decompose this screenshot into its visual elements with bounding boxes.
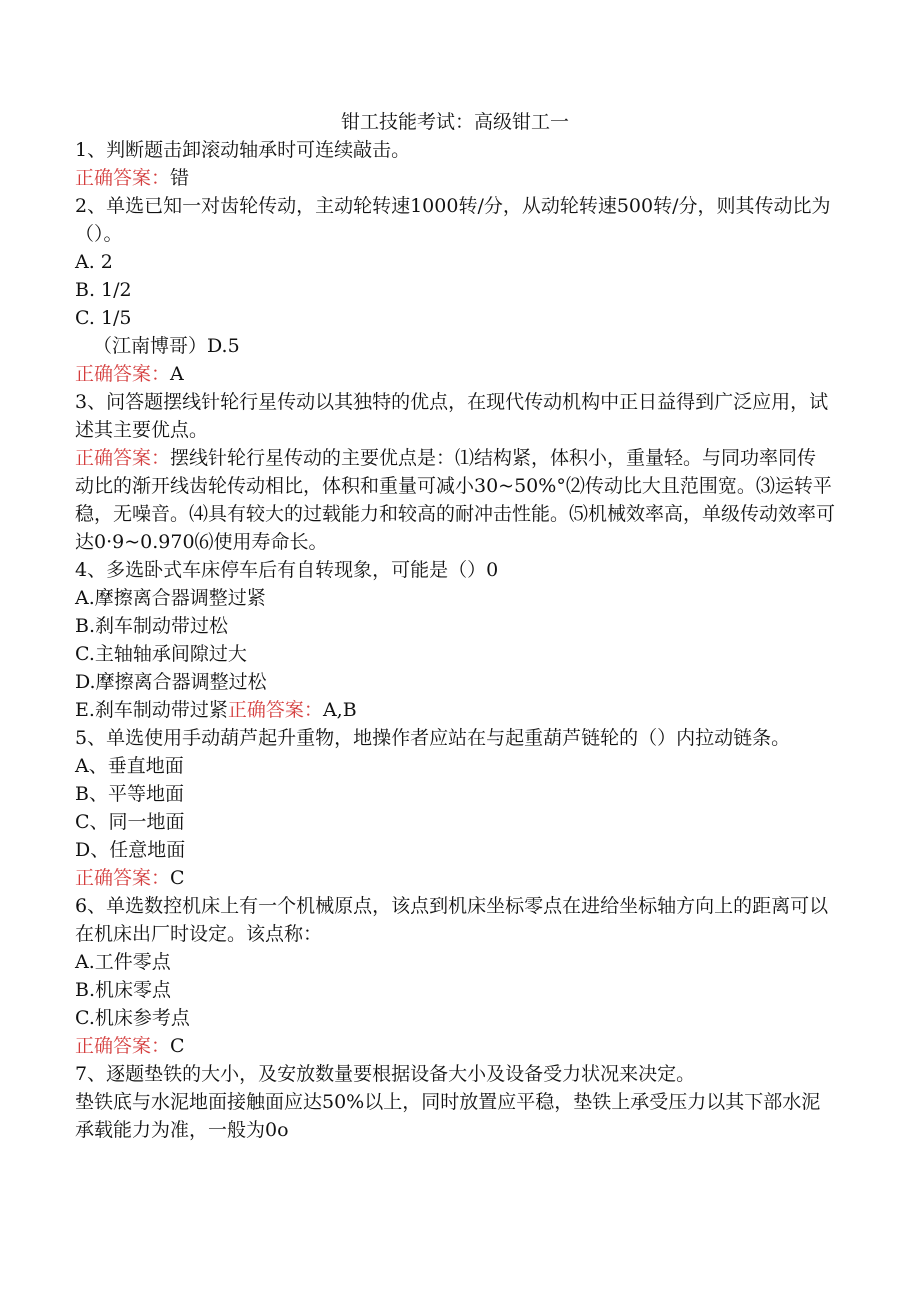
answer-5 bbox=[75, 864, 835, 892]
q4-option-a: A.摩擦离合器调整过紧 bbox=[75, 587, 266, 609]
document-page bbox=[75, 108, 835, 1144]
answer-label: 正确答案： bbox=[75, 447, 171, 469]
q2-option-a: A. 2 bbox=[75, 251, 113, 273]
answer-5-value: C bbox=[170, 867, 185, 889]
q5-option-a: A、垂直地面 bbox=[75, 755, 184, 777]
q6-option-a: A.工件零点 bbox=[75, 951, 171, 973]
q6-option-b: B.机床零点 bbox=[75, 979, 172, 1001]
answer-1 bbox=[75, 164, 835, 192]
answer-3-value: 摆线针轮行星传动的主要优点是：⑴结构紧，体积小，重量轻。与同功率同传动比的渐开线齿轮传动相比，体积和重量可减小30~50%°⑵传动比大且范围宽。⑶运转平稳，无噪音。⑷具有较大的过载能力和较高的耐冲击性能。⑸机械效率高，单级传动效率可达0·9~0.970⑹使用寿命长。 bbox=[75, 447, 836, 553]
question-1: 1、判断题击卸滚动轴承时可连续敲击。 bbox=[75, 139, 411, 161]
q5-option-c: C、同一地面 bbox=[75, 811, 185, 833]
q4-option-d: D.摩擦离合器调整过松 bbox=[75, 671, 267, 693]
answer-2-value: A bbox=[170, 363, 184, 385]
q4-option-c: C.主轴轴承间隙过大 bbox=[75, 643, 247, 665]
answer-6 bbox=[75, 1032, 835, 1060]
answer-label: 正确答案： bbox=[75, 167, 171, 189]
question-6: 6、单选数控机床上有一个机械原点，该点到机床坐标零点在进给坐标轴方向上的距离可以在机床出厂时设定。该点称： bbox=[75, 895, 829, 945]
q2-option-d: （江南博哥）D.5 bbox=[93, 335, 240, 357]
answer-6-value: C bbox=[170, 1035, 185, 1057]
q2-option-b: B. 1/2 bbox=[75, 279, 132, 301]
q4-option-b: B.刹车制动带过松 bbox=[75, 615, 229, 637]
question-4: 4、多选卧式车床停车后有自转现象，可能是（）0 bbox=[75, 559, 499, 581]
answer-label: 正确答案： bbox=[75, 867, 171, 889]
q4-option-e: E.刹车制动带过紧 bbox=[75, 699, 228, 721]
question-2: 2、单选已知一对齿轮传动，主动轮转速1000转/分，从动轮转速500转/分，则其传动比为（）。 bbox=[75, 195, 831, 245]
question-5: 5、单选使用手动葫芦起升重物，地操作者应站在与起重葫芦链轮的（）内拉动链条。 bbox=[75, 727, 791, 749]
answer-3 bbox=[75, 444, 835, 556]
q5-option-d: D、任意地面 bbox=[75, 839, 186, 861]
question-7: 7、逐题垫铁的大小，及安放数量要根据设备大小及设备受力状况来决定。 bbox=[75, 1063, 696, 1085]
answer-2 bbox=[75, 360, 835, 388]
answer-label: 正确答案： bbox=[227, 699, 323, 721]
answer-1-value: 错 bbox=[170, 167, 190, 189]
question-3: 3、问答题摆线针轮行星传动以其独特的优点，在现代传动机构中正日益得到广泛应用，试述其主要优点。 bbox=[75, 391, 829, 441]
q5-option-b: B、平等地面 bbox=[75, 783, 184, 805]
q2-option-c: C. 1/5 bbox=[75, 307, 132, 329]
answer-7-text: 垫铁底与水泥地面接触面应达50%以上，同时放置应平稳，垫铁上承受压力以其下部水泥承载能力为准，一般为0o bbox=[75, 1091, 821, 1141]
answer-label: 正确答案： bbox=[75, 1035, 171, 1057]
document-title: 钳工技能考试：高级钳工一 bbox=[340, 111, 569, 133]
answer-label: 正确答案： bbox=[75, 363, 171, 385]
q4-option-e-with-answer bbox=[75, 696, 835, 724]
answer-4-value: A,B bbox=[322, 699, 357, 721]
q6-option-c: C.机床参考点 bbox=[75, 1007, 190, 1029]
